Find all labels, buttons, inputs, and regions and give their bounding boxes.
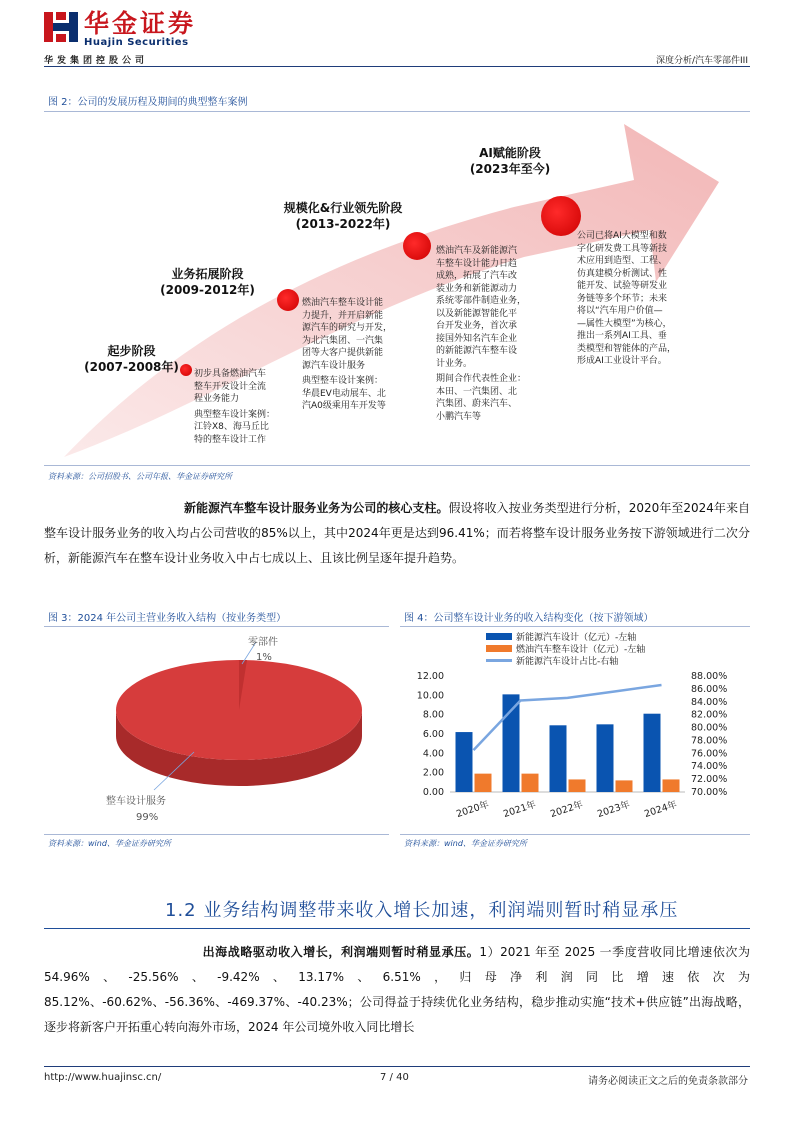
stage1-dot (180, 364, 192, 376)
right-axis-tick: 76.00% (691, 748, 728, 760)
x-axis-tick: 2022年 (549, 799, 585, 821)
x-axis-tick: 2020年 (455, 799, 491, 821)
x-axis-tick: 2021年 (502, 799, 538, 821)
bar-nev (597, 724, 614, 792)
right-axis-tick: 82.00% (691, 709, 728, 721)
footer-rule (44, 1066, 750, 1067)
figure4-bottom-rule (400, 834, 750, 835)
line-share (474, 685, 662, 750)
figure2-source: 资料来源：公司招股书、公司年报、华金证券研究所 (48, 472, 232, 481)
stage4-period: (2023年至今) (469, 162, 551, 176)
figure4-title: 图 4：公司整车设计业务的收入结构变化（按下游领域） (404, 613, 654, 624)
paragraph-1: 新能源汽车整车设计服务业务为公司的核心支柱。假设将收入按业务类型进行分析，2020年至2024年来自整车设计服务业务的收入均占公司营收的85%以上，其中2024年更是达到96.41%；而若将整车设计服务业务按下游领域进行二次分析，新能源汽车在整车设计业务收入中占七成以上、且该比例呈逐年提升趋势。 (44, 501, 750, 565)
footer-disclaimer: 请务必阅读正文之后的免责条款部分 (588, 1076, 748, 1087)
stage3-period: (2013-2022年) (295, 217, 391, 231)
figure4-source: 资料来源：wind、华金证券研究所 (404, 839, 527, 848)
pie-value-parts: 1% (256, 652, 272, 663)
right-axis-tick: 72.00% (691, 774, 728, 786)
stage3-dot (403, 232, 431, 260)
legend-ice: 燃油汽车整车设计（亿元）-左轴 (486, 642, 645, 654)
left-axis-tick: 2.00 (422, 767, 444, 779)
paragraph-2: 出海战略驱动收入增长，利润端则暂时稍显承压。1）2021 年至 2025 一季度营收同比增速依次为 54.96%、-25.56%、-9.42%、13.17%、6.51%，归母净利润同比增速依次为 85.12%、-60.62%、-56.36%、-469.37%、-40.23%；公司得益于持续优化业务结构，稳步推动实施“技术+供应链”出海战略，逐步将新客户开拓重心转向海外市场，2024 年公司境外收入同比增长 (44, 945, 750, 1034)
right-axis-tick: 78.00% (691, 735, 728, 747)
stage4-name: AI赋能阶段 (479, 146, 541, 160)
bar-ice (569, 779, 586, 792)
stage4-text: 公司已将AI大模型和数 字化研发费工具等新技 术应用到造型、工程、 仿真建模分析测试、性 能开发、试验等研发业 务链等多个环节；未来 将以“汽车用户价值— —属性大模型”为核心， 推出一系列AI工具、垂 类模型和智能体的产品， 形成AI工业设计平台。 (577, 231, 677, 366)
company-tagline: 华发集团控股公司 (44, 56, 149, 66)
stage2-dot (277, 289, 299, 311)
pie-label-design: 整车设计服务 (106, 796, 166, 807)
bar-ice (616, 780, 633, 792)
pie-label-parts: 零部件 (248, 637, 278, 648)
figure3-source: 资料来源：wind、华金证券研究所 (48, 839, 171, 848)
stage2-text: 燃油汽车整车设计能 力提升，并开启新能 源汽车的研究与开发， 为北汽集团、一汽集 团等大客户提供新能 源汽车设计服务 典型整车设计案例： 华晨EV电动展车、北 汽A0级乘用车开发等 (302, 298, 393, 411)
bar-nev (456, 732, 473, 792)
bar-ice (663, 779, 680, 792)
figure3-bottom-rule (44, 834, 389, 835)
pie-value-design: 99% (136, 812, 159, 823)
stage2-name: 业务拓展阶段 (171, 267, 244, 281)
stage3-text: 燃油汽车及新能源汽 车整车设计能力日趋 成熟，拓展了汽车改 装业务和新能源动力 系统零部件制造业务， 以及新能源智能化平 台开发业务，首次承 接国外知名汽车企业 的新能源汽车整车设 计业务。 期间合作代表性企业： 本田、一汽集团、北 汽集团、蔚来汽车、 小鹏汽车等 (436, 246, 527, 422)
figure2-title: 图 2：公司的发展历程及期间的典型整车案例 (48, 97, 248, 108)
right-axis-tick: 84.00% (691, 696, 728, 708)
figure4-title-rule (400, 626, 750, 627)
header-rule (44, 66, 750, 67)
right-axis-tick: 70.00% (691, 787, 728, 798)
left-axis-tick: 8.00 (422, 709, 444, 721)
footer-url[interactable]: http://www.huajinsc.cn/ (44, 1072, 162, 1083)
right-axis-tick: 86.00% (691, 683, 728, 695)
section-title: 1.2 业务结构调整带来收入增长加速，利润端则暂时稍显承压 (165, 900, 679, 921)
brand-logo-icon (44, 12, 78, 42)
bar-ice (522, 774, 539, 792)
left-axis-tick: 6.00 (422, 729, 444, 740)
left-axis-tick: 0.00 (422, 787, 444, 798)
bar-ice (475, 774, 492, 792)
stage4-dot (541, 196, 581, 236)
stage1-name: 起步阶段 (107, 344, 156, 358)
right-axis-tick: 88.00% (691, 671, 728, 682)
bar-nev (644, 714, 661, 792)
figure2-bottom-rule (44, 465, 750, 466)
brand-name-cn: 华金证券 (84, 9, 197, 38)
left-axis-tick: 10.00 (416, 690, 444, 702)
stage1-text: 初步具备燃油汽车 整车开发设计全流 程业务能力 典型整车设计案例： 江铃X8、海马丘比 特的整车设计工作 (194, 369, 276, 445)
right-axis-tick: 74.00% (691, 761, 728, 773)
left-axis-tick: 12.00 (416, 671, 444, 682)
stage2-period: (2009-2012年) (160, 283, 255, 297)
right-axis-tick: 80.00% (691, 722, 728, 734)
pie-chart (44, 628, 389, 833)
bar-nev (550, 725, 567, 792)
stage3-name: 规模化&行业领先阶段 (283, 201, 403, 215)
x-axis-tick: 2024年 (643, 799, 679, 821)
brand-name-en: Huajin Securities (84, 37, 189, 48)
figure3-title-rule (44, 626, 389, 627)
x-axis-tick: 2023年 (596, 799, 632, 821)
page-number: 7 / 40 (380, 1072, 409, 1083)
combo-chart (400, 666, 750, 832)
figure3-title: 图 3：2024 年公司主营业务收入结构（按业务类型） (48, 613, 287, 624)
report-type: 深度分析/汽车零部件III (656, 56, 748, 66)
section-rule (44, 928, 750, 929)
legend-nev: 新能源汽车设计（亿元）-左轴 (486, 630, 645, 642)
stage1-period: (2007-2008年) (84, 360, 179, 374)
left-axis-tick: 4.00 (422, 748, 444, 760)
legend-share: 新能源汽车设计占比-右轴 (486, 654, 645, 666)
figure4-legend (486, 630, 645, 666)
